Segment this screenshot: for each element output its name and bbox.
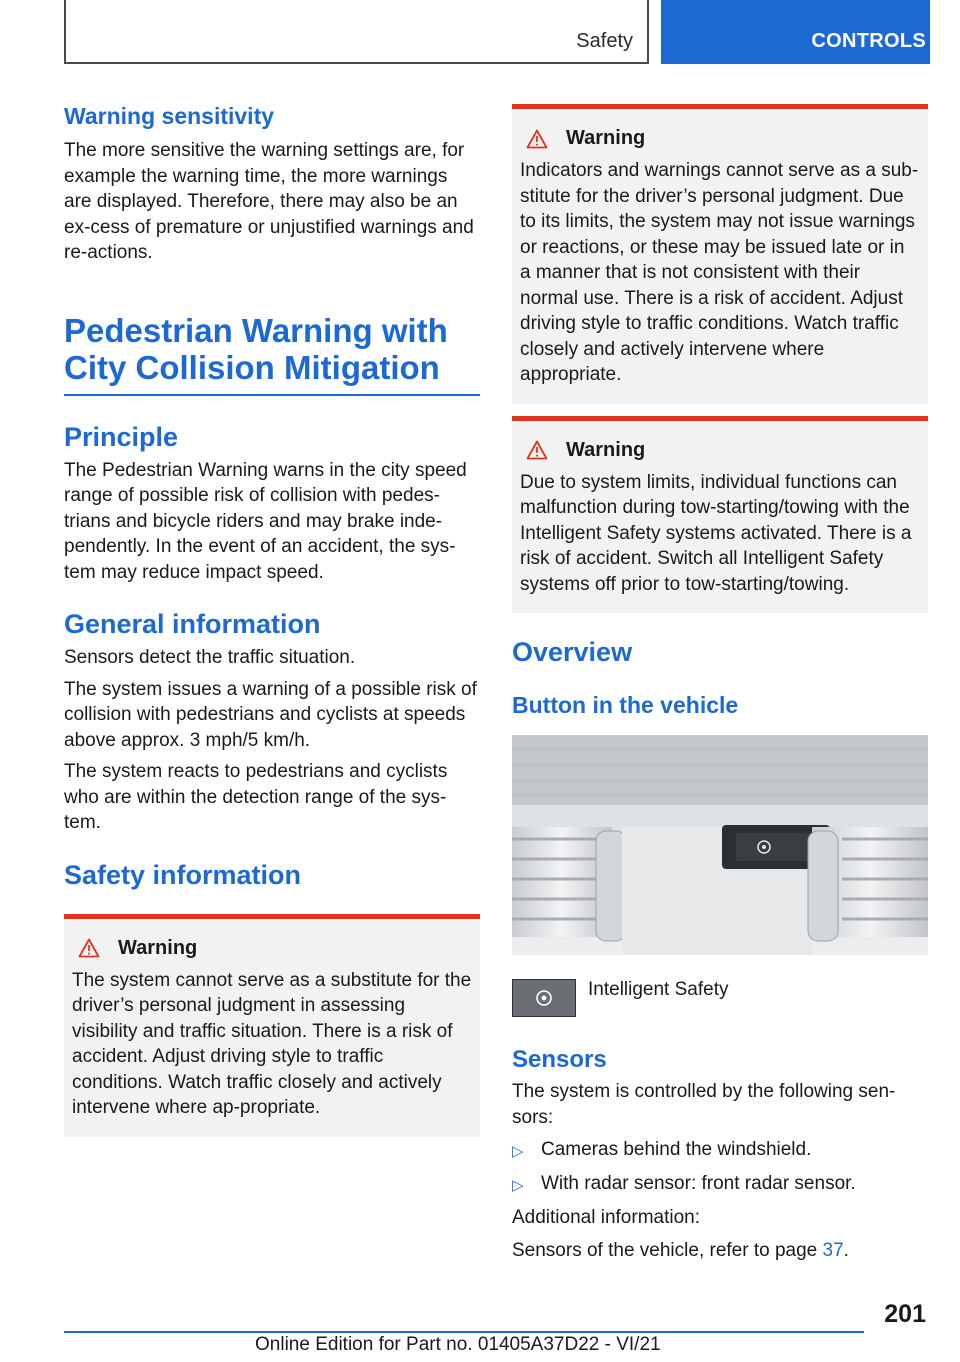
button-in-vehicle-heading: Button in the vehicle bbox=[512, 692, 739, 718]
footer-divider bbox=[64, 1331, 864, 1333]
warning-sensitivity-heading: Warning sensitivity bbox=[64, 103, 275, 129]
warning-label: Warning bbox=[566, 438, 646, 461]
button-legend bbox=[512, 977, 928, 1017]
warning-text: Due to system limits, individual functions can malfunction during tow-starting/towing with the Intelligent Safety systems activated. There is a risk of accident. Switch all Intelligent Safety systems off prior to tow-starting/towing. bbox=[520, 471, 912, 595]
warning-label: Warning bbox=[118, 936, 198, 959]
list-item-text: With radar sensor: front radar sensor. bbox=[541, 1173, 856, 1194]
warning-box-3 bbox=[512, 416, 928, 614]
warning-triangle-icon bbox=[526, 129, 548, 149]
triangle-bullet-icon: ▷ bbox=[512, 1143, 524, 1160]
reference-suffix: . bbox=[843, 1239, 849, 1261]
overview-heading: Overview bbox=[512, 637, 633, 667]
header-box bbox=[64, 0, 649, 64]
general-text-1: Sensors detect the traffic situation. bbox=[64, 647, 356, 668]
general-text-2: The system issues a warning of a possible risk of collision with pedestrians and cyclists at speeds above approx. 3 mph/5 km/h. bbox=[64, 678, 477, 751]
page-reference-link[interactable]: 37 bbox=[822, 1239, 844, 1261]
principle-heading: Principle bbox=[64, 421, 179, 452]
general-information-heading: General information bbox=[64, 609, 321, 639]
section-title: Safety bbox=[576, 30, 633, 52]
general-text-3: The system reacts to pedestrians and cyclists who are within the detection range of the sys-tem. bbox=[64, 761, 448, 833]
intelligent-safety-button-icon bbox=[512, 979, 576, 1017]
page-number: 201 bbox=[884, 1300, 926, 1328]
warning-triangle-icon bbox=[526, 440, 548, 460]
list-item-text: Cameras behind the windshield. bbox=[541, 1139, 812, 1160]
chapter-tab bbox=[661, 0, 930, 64]
reference-prefix: Sensors of the vehicle, refer to page bbox=[512, 1239, 823, 1261]
chapter-tab-label: CONTROLS bbox=[811, 30, 926, 52]
page-title: Pedestrian Warning with City Collision Mitigation bbox=[64, 312, 480, 396]
vehicle-button-photo bbox=[512, 735, 928, 955]
additional-info-text: Additional information: bbox=[512, 1207, 700, 1228]
list-item bbox=[512, 1171, 928, 1198]
list-item bbox=[512, 1137, 928, 1164]
principle-text: The Pedestrian Warning warns in the city speed range of possible risk of collision with pedes-trians and bicycle riders and may brake inde-pendently. In the event of an accident, the sys-tem may reduce impact speed. bbox=[64, 459, 467, 583]
warning-label: Warning bbox=[566, 127, 646, 149]
intelligent-safety-label: Intelligent Safety bbox=[588, 979, 729, 1000]
sensors-text: The system is controlled by the following sen-sors: bbox=[512, 1081, 896, 1128]
warning-box-1 bbox=[64, 914, 480, 1137]
right-column bbox=[512, 104, 928, 1263]
warning-text: Indicators and warnings cannot serve as a sub-stitute for the driver’s personal judgment. Due to its limits, the system may not issue warnings or reactions, or these may be issued late or in a manner that is not consistent with their normal use. There is a risk of accident. Adjust driving style to traffic conditions. Watch traffic closely and actively intervene where appropriate. bbox=[520, 160, 919, 385]
warning-box-2 bbox=[512, 104, 928, 404]
warning-text: The system cannot serve as a substitute for the driver’s personal judgment in assessing visibility and traffic situation. There is a risk of accident. Adjust driving style to traffic conditions. Watch traffic closely and actively intervene where ap-propriate. bbox=[72, 969, 472, 1118]
left-column bbox=[64, 100, 480, 1137]
triangle-bullet-icon: ▷ bbox=[512, 1177, 524, 1194]
sensors-heading: Sensors bbox=[512, 1046, 607, 1073]
warning-triangle-icon bbox=[78, 938, 100, 958]
warning-sensitivity-text: The more sensitive the warning settings are, for example the warning time, the more warnings are displayed. Therefore, there may also be an ex-cess of premature or unjustified warnings and re-actions. bbox=[64, 140, 474, 263]
reference-text bbox=[512, 1238, 928, 1264]
footer-edition: Online Edition for Part no. 01405A37D22 - VI/21 bbox=[255, 1334, 661, 1355]
safety-information-heading: Safety information bbox=[64, 859, 302, 890]
